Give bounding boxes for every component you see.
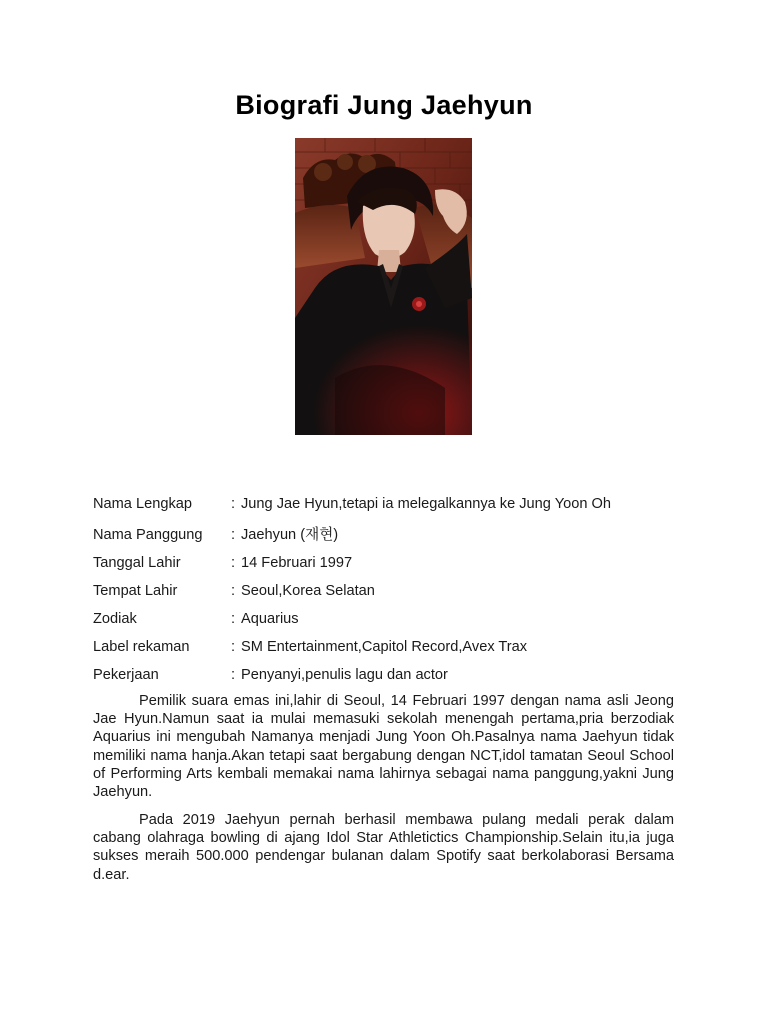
info-row-record-label [93, 637, 683, 665]
info-separator: : [231, 639, 236, 655]
info-value: Seoul,Korea Selatan [241, 583, 375, 599]
biography-paragraph: Pada 2019 Jaehyun pernah berhasil membawa pulang medali perak dalam cabang olahraga bowling di ajang Idol Star Athletictics Championship.Selain itu,ia juga sukses meraih 500.000 pendengar bulanan dalam Spotify saat berkolaborasi Bersama d.ear. [93, 812, 674, 883]
info-label: Tempat Lahir [93, 583, 178, 599]
info-row-stage-name [93, 525, 683, 553]
info-value: 14 Februari 1997 [241, 555, 353, 571]
info-separator: : [231, 555, 236, 571]
info-separator: : [231, 667, 236, 683]
info-row-full-name [93, 494, 683, 525]
info-separator: : [231, 583, 236, 599]
biography-paragraph: Pemilik suara emas ini,lahir di Seoul, 14 Februari 1997 dengan nama asli Jeong Jae Hyun.Namun saat ia mulai memasuki sekolah menengah pertama,pria berzodiak Aquarius ini mengubah Namanya menjadi Jung Yoon Oh.Pasalnya nama Jaehyun tidak memiliki nama hanja.Akan tetapi saat bergabung dengan NCT,idol tamatan Seoul School of Performing Arts kembali memakai nama lahirnya sebagai nama panggung,yakni Jung Jaehyun. [93, 693, 674, 801]
info-label: Label rekaman [93, 639, 190, 655]
info-value: SM Entertainment,Capitol Record,Avex Trax [241, 639, 528, 655]
info-separator: : [231, 527, 236, 543]
info-label: Zodiak [93, 611, 137, 627]
info-label: Tanggal Lahir [93, 555, 181, 571]
info-row-birth-place [93, 581, 683, 609]
page-title: Biografi Jung Jaehyun [235, 90, 533, 120]
info-separator: : [231, 496, 236, 512]
info-value: Jaehyun (재현) [241, 527, 339, 543]
info-row-zodiac [93, 609, 683, 637]
info-value: Jung Jae Hyun,tetapi ia melegalkannya ke Jung Yoon Oh [241, 496, 611, 512]
info-separator: : [231, 611, 236, 627]
info-row-occupation [93, 665, 683, 693]
portrait-photo [295, 138, 472, 435]
profile-info-list [93, 494, 683, 693]
info-label: Pekerjaan [93, 667, 159, 683]
info-row-birth-date [93, 553, 683, 581]
info-value: Aquarius [241, 611, 299, 627]
info-label: Nama Panggung [93, 527, 203, 543]
info-label: Nama Lengkap [93, 496, 192, 512]
info-value: Penyanyi,penulis lagu dan actor [241, 667, 448, 683]
